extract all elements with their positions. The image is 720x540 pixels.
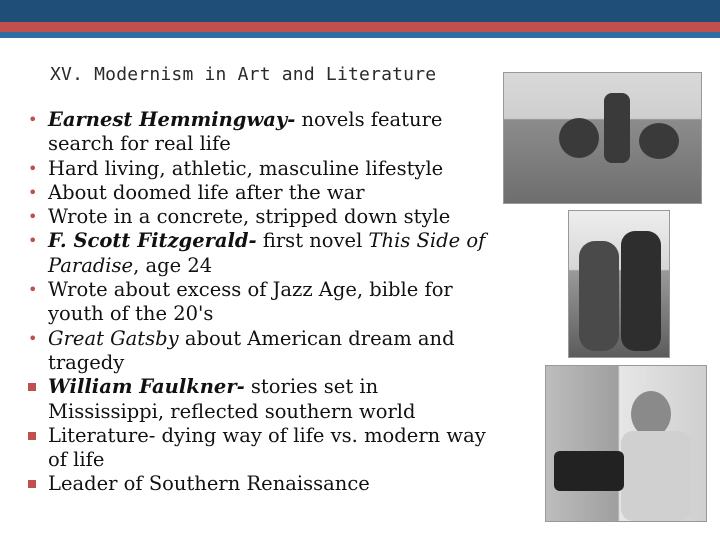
dot-bullet-icon: • bbox=[28, 110, 38, 129]
bullet-text-run: This Side of Paradise bbox=[48, 229, 486, 277]
hemingway-hunting-photo bbox=[503, 72, 702, 204]
bullet-list bbox=[18, 108, 498, 497]
bullet-text-run: first novel bbox=[256, 229, 369, 253]
fitzgerald-couple-photo bbox=[568, 210, 670, 358]
bullet-text-run: Leader of Southern Renaissance bbox=[48, 472, 370, 496]
bullet-item bbox=[18, 205, 498, 229]
dot-bullet-icon: • bbox=[28, 158, 38, 178]
dot-bullet-icon: • bbox=[28, 182, 38, 202]
header-bar bbox=[0, 0, 720, 22]
dot-bullet-icon: • bbox=[28, 328, 38, 348]
bullet-item bbox=[18, 278, 498, 327]
bullet-text-run: F. Scott Fitzgerald- bbox=[48, 229, 257, 253]
bullet-text-run: Wrote about excess of Jazz Age, bible for youth of the 20's bbox=[48, 278, 453, 326]
dot-bullet-icon: • bbox=[28, 231, 38, 251]
bullet-text-run: stories set in Mississippi, reflected southern world bbox=[48, 375, 416, 423]
bullet-text-run: William Faulkner- bbox=[48, 375, 245, 399]
bullet-item bbox=[18, 375, 498, 424]
square-bullet-icon bbox=[28, 432, 36, 440]
bullet-text-run: Earnest Hemmingway- bbox=[48, 108, 296, 131]
bullet-text-run: , age 24 bbox=[133, 253, 213, 277]
bullet-text-run: Wrote in a concrete, stripped down style bbox=[48, 205, 451, 229]
bullet-text-run: novels feature search for real life bbox=[48, 108, 443, 156]
dot-bullet-icon: • bbox=[28, 207, 38, 227]
bullet-text-run: Hard living, athletic, masculine lifestyle bbox=[48, 156, 444, 180]
bullet-item bbox=[18, 108, 498, 157]
header-accent-stripe bbox=[0, 32, 720, 38]
bullet-item bbox=[18, 229, 498, 278]
bullet-text-run: Great Gatsby bbox=[48, 326, 179, 350]
square-bullet-icon bbox=[28, 383, 36, 391]
bullet-item bbox=[18, 424, 498, 473]
faulkner-typewriter-photo bbox=[545, 365, 707, 522]
bullet-item bbox=[18, 472, 498, 496]
bullet-item bbox=[18, 327, 498, 376]
square-bullet-icon bbox=[28, 480, 36, 488]
bullet-text-run: about American dream and tragedy bbox=[48, 326, 455, 374]
slide-title: XV. Modernism in Art and Literature bbox=[50, 64, 437, 85]
bullet-text-run: Literature- dying way of life vs. modern way of life bbox=[48, 423, 486, 472]
header-accent-bar bbox=[0, 22, 720, 32]
bullet-item bbox=[18, 157, 498, 181]
bullet-item bbox=[18, 181, 498, 205]
dot-bullet-icon: • bbox=[28, 280, 38, 300]
bullet-text-run: About doomed life after the war bbox=[48, 180, 365, 204]
